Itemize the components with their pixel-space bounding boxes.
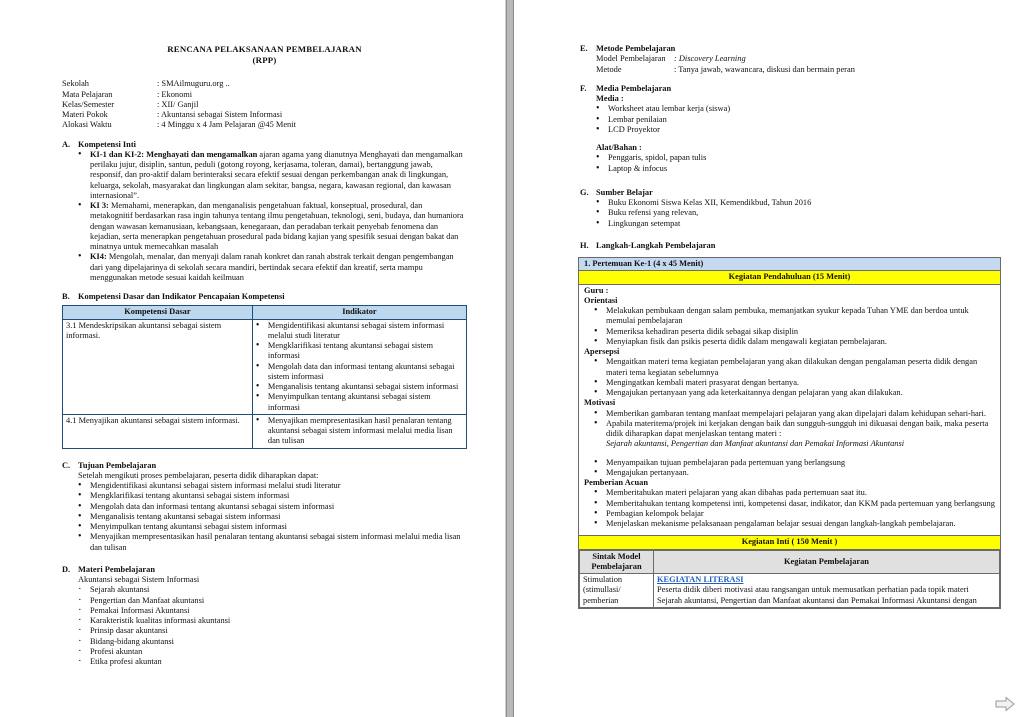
motivation-label: Motivasi [584,398,616,408]
section-title: Materi Pembelajaran [78,564,155,574]
table-cell [252,319,466,414]
method-label: Metode [596,64,622,74]
list-item: • Mengajukan pertanyaan. [594,468,995,478]
apperception-label: Apersepsi [584,347,620,356]
identity-value: : SMAilmuguru.org .. [157,79,230,89]
table-header: Kegiatan Pembelajaran [654,550,1000,574]
section-e-heading [580,44,1001,54]
source-list [596,198,1001,229]
table-row [63,319,467,414]
meeting-header: 1. Pertemuan Ke-1 (4 x 45 Menit) [579,258,1000,270]
orientation-label: Orientasi [584,295,618,305]
material-topic: Sejarah akuntansi, Pengertian dan Manfaat akuntansi dan Pemakai Informasi Akuntansi [606,439,905,449]
list-item [594,419,995,450]
section-title: Media Pembelajaran [596,83,672,93]
table-header: Indikator [252,306,466,319]
list-item: • Memberikan gambaran tentang manfaat mempelajari pelajaran yang akan dipelajari dalam kehidupan sehari-hari. [594,409,995,419]
list-item: • Menyiapkan fisik dan psikis peserta didik dalam mengawali kegiatan pembelajaran. [594,337,995,347]
method-value: : Discovery Learning [674,54,746,64]
list-item: • Mengklarifikasi tentang akuntansi sebagai sistem informasi [256,341,463,362]
list-item: • Penggaris, spidol, papan tulis [596,153,1001,163]
section-title: Kompetensi Inti [78,139,136,149]
ki-text: Memahami, menerapkan, dan menganalisis pengetahuan faktual, konseptual, prosedural, dan metakognitif berdasarkan rasa ingin tahunya tentang ilmu pengetahuan, teknologi, seni, budaya, dan humaniora dengan wawasan kemanusiaan, kebangsaan, kenegaraan, dan peradaban terkait penyebab fenomena dan kejadian, serta menerapkan pengetahuan prosedural pada bidang kajian yang spesifik sesuai dengan bakat dan minatnya untuk memecahkan masalah [90,201,464,252]
list-item: • Memberitahukan tentang kompetensi inti, kompetensi dasar, indikator, dan KKM pada pertemuan yang berlangsung [594,499,995,509]
page-gutter [506,0,514,717]
intro-activity-header: Kegiatan Pendahuluan (15 Menit) [579,270,1000,284]
list-item: · Etika profesi akuntan [78,657,467,667]
list-item: • Lingkungan setempat [596,219,1001,229]
list-item: • Menyajikan mempresentasikan hasil penalaran tentang akuntansi sebagai sistem informasi melalui media lisan dan tulisan [78,532,467,553]
list-item [78,252,467,283]
list-item: · Pengertian dan Manfaat akuntansi [78,596,467,606]
table-row [63,414,467,448]
list-item [78,150,467,201]
list-item: • Menyampaikan tujuan pembelajaran pada pertemuan yang berlangsung [594,458,995,468]
method-block [596,54,1001,75]
ki-list [78,150,467,283]
list-item: • Mengolah data dan informasi tentang akuntansi sebagai sistem informasi [256,362,463,383]
method-label: Model Pembelajaran [596,54,666,64]
identity-value: : XII/ Ganjil [157,99,199,109]
list-item: • Mengidentifikasi akuntansi sebagai sistem informasi melalui studi literatur [78,481,467,491]
doc-subtitle: (RPP) [252,54,277,65]
identity-value: : Ekonomi [157,89,193,99]
reference-label: Pemberian Acuan [584,478,648,487]
list-item: · Bidang-bidang akuntansi [78,637,467,647]
identity-value: : Akuntansi sebagai Sistem Informasi [157,110,283,120]
section-a-heading [62,140,467,150]
table-cell: 3.1 Mendeskripsikan akuntansi sebagai sistem informasi. [63,319,253,414]
list-item: • LCD Proyektor [596,125,1001,135]
table-row [580,574,1000,608]
method-value: : Tanya jawab, wawancara, diskusi dan bermain peran [674,64,855,74]
list-item: • Lembar penilaian [596,115,1001,125]
core-activity-table [579,550,1000,608]
list-item: • Menyimpulkan tentang akuntansi sebagai sistem informasi [78,522,467,532]
list-item: · Profesi akuntan [78,647,467,657]
tools-list [596,153,1001,174]
learning-steps-box [578,257,1001,609]
section-intro: Akuntansi sebagai Sistem Informasi [78,575,200,585]
identity-label: Kelas/Semester [62,99,115,109]
material-list [78,585,467,667]
list-item: · Pemakai Informasi Akuntansi [78,606,467,616]
list-item: · Prinsip dasar akuntansi [78,626,467,636]
section-b-heading [62,292,467,302]
list-item: • Menganalisis tentang akuntansi sebagai sistem informasi [78,512,467,522]
ki-bold-label: KI 3: [90,201,109,211]
reference-list [594,488,995,529]
ki-text: ajaran agama yang dianutnya Menghayati dan mengamalkan perilaku jujur, disiplin, santun, peduli (gotong royong, kerjasama, toleran, damai), bertanggung jawab, responsif, dan pro-aktif dalam berinteraksi secara efektif sesuai dengan perkembangan anak di lingkungan, keluarga, sekolah, masyarakat dan lingkungan alam sekitar, bangsa, negara, kawasan regional, dan kawasan internasional”. [90,149,463,200]
list-item: • Buku Ekonomi Siswa Kelas XII, Kemendikbud, Tahun 2016 [596,198,1001,208]
media-list [596,104,1001,135]
identity-label: Materi Pokok [62,110,108,120]
table-header: Sintak Model Pembelajaran [580,550,654,574]
intro-activity-body [579,285,1000,531]
table-cell [654,574,1000,608]
identity-label: Mata Pelajaran [62,89,113,99]
section-title: Tujuan Pembelajaran [78,460,157,470]
objective-list [78,481,467,553]
tools-label: Alat/Bahan : [596,143,642,152]
list-item: • Menyimpulkan tentang akuntansi sebagai sistem informasi [256,392,463,413]
section-number: A. [62,139,71,149]
ki-bold-label: KI4: [90,252,107,262]
table-cell: Stimulation (stimullasi/ pemberian [580,574,654,608]
section-title: Metode Pembelajaran [596,44,676,53]
section-intro: Setelah mengikuti proses pembelajaran, peserta didik diharapkan dapat: [78,470,319,480]
apperception-list [594,357,995,398]
section-number: B. [62,292,70,302]
table-cell: 4.1 Menyajikan akuntansi sebagai sistem informasi. [63,414,253,448]
list-item: • Laptop & infocus [596,164,1001,174]
list-item: • Menjelaskan mekanisme pelaksanaan pengalaman belajar sesuai dengan langkah-langkah pembelajaran. [594,519,995,529]
document-page-left [0,0,506,717]
section-c-heading [62,461,467,471]
orientation-list [594,306,995,347]
list-item: · Karakteristik kualitas informasi akuntansi [78,616,467,626]
section-h-heading [580,241,1001,251]
section-d-heading [62,565,467,575]
list-item: • Mengaitkan materi tema kegiatan pembelajaran yang akan dilakukan dengan pengalaman peserta didik dengan materi tema kegiatan sebelumnya [594,357,995,378]
literacy-link[interactable]: KEGIATAN LITERASI [657,575,744,584]
ki-text: Mengolah, menalar, dan menyaji dalam ranah konkret dan ranah abstrak terkait dengan pengembangan dari yang dipelajarinya di sekolah secara mandiri, bertindak secara efektif dan kreatif, serta mampu menggunakan metode sesuai kaidah keilmuan [90,252,454,282]
ki-bold-label: KI-1 dan KI-2: Menghayati dan mengamalkan [90,149,258,159]
doc-title: RENCANA PELAKSANAAN PEMBELAJARAN [167,44,362,54]
document-page-right [514,0,1021,717]
list-item: • Buku refensi yang relevan, [596,208,1001,218]
section-title: Langkah-Langkah Pembelajaran [596,240,716,250]
identity-label: Alokasi Waktu [62,120,112,130]
literacy-text: Peserta didik diberi motivasi atau rangsangan untuk memusatkan perhatian pada topik materi Sejarah akuntansi, Pengertian dan Manfaat akuntansi dan Pemakai Informasi Akuntansi dengan [657,585,977,605]
list-item: • Mengingatkan kembali materi prasyarat dengan bertanya. [594,378,995,388]
teacher-label: Guru : [584,285,609,295]
motivation-list [594,409,995,479]
list-item: • Mengolah data dan informasi tentang akuntansi sebagai sistem informasi [78,502,467,512]
list-item [78,201,467,252]
section-title: Sumber Belajar [596,187,653,197]
identity-block [62,79,467,130]
core-activity-header: Kegiatan Inti ( 150 Menit ) [579,535,1000,549]
section-number: F. [580,83,587,93]
list-item: · Sejarah akuntansi [78,585,467,595]
section-f-heading [580,84,1001,94]
section-number: C. [62,460,71,470]
section-number: H. [580,240,589,250]
list-item: • Mengajukan pertanyaan yang ada keterkaitannya dengan pelajaran yang akan dilakukan. [594,388,995,398]
list-item: • Pembagian kelompok belajar [594,509,995,519]
list-item: • Memberitahukan materi pelajaran yang akan dibahas pada pertemuan saat itu. [594,488,995,498]
media-label: Media : [596,94,624,103]
list-item: • Menganalisis tentang akuntansi sebagai sistem informasi [256,382,463,392]
list-item: • Melakukan pembukaan dengan salam pembuka, memanjatkan syukur kepada Tuhan YME dan berdoa untuk memulai pembelajaran [594,306,995,327]
section-number: E. [580,44,588,53]
identity-label: Sekolah [62,79,89,89]
section-number: D. [62,564,71,574]
list-item: • Mengidentifikasi akuntansi sebagai sistem informasi melalui studi literatur [256,321,463,342]
list-item: • Menyajikan mempresentasikan hasil penalaran tentang akuntansi sebagai sistem informasi melalui media lisan dan tulisan [256,416,463,447]
kd-indicator-table [62,305,467,448]
identity-value: : 4 Minggu x 4 Jam Pelajaran @45 Menit [157,120,296,130]
table-header: Kompetensi Dasar [63,306,253,319]
list-text: Apabila materitema/projek ini kerjakan dengan baik dan sungguh-sungguh ini dikuasai dengan baik, maka peserta didik diharapkan dapat menjelaskan tentang materi : [606,418,989,438]
list-item: • Worksheet atau lembar kerja (siswa) [596,104,1001,114]
arrow-right-icon[interactable] [995,697,1015,711]
list-item: • Mengklarifikasi tentang akuntansi sebagai sistem informasi [78,491,467,501]
section-title: Kompetensi Dasar dan Indikator Pencapaian Kompetensi [78,292,285,302]
list-item: • Memeriksa kehadiran peserta didik sebagai sikap disiplin [594,327,995,337]
section-number: G. [580,187,589,197]
section-g-heading [580,188,1001,198]
table-cell [252,414,466,448]
